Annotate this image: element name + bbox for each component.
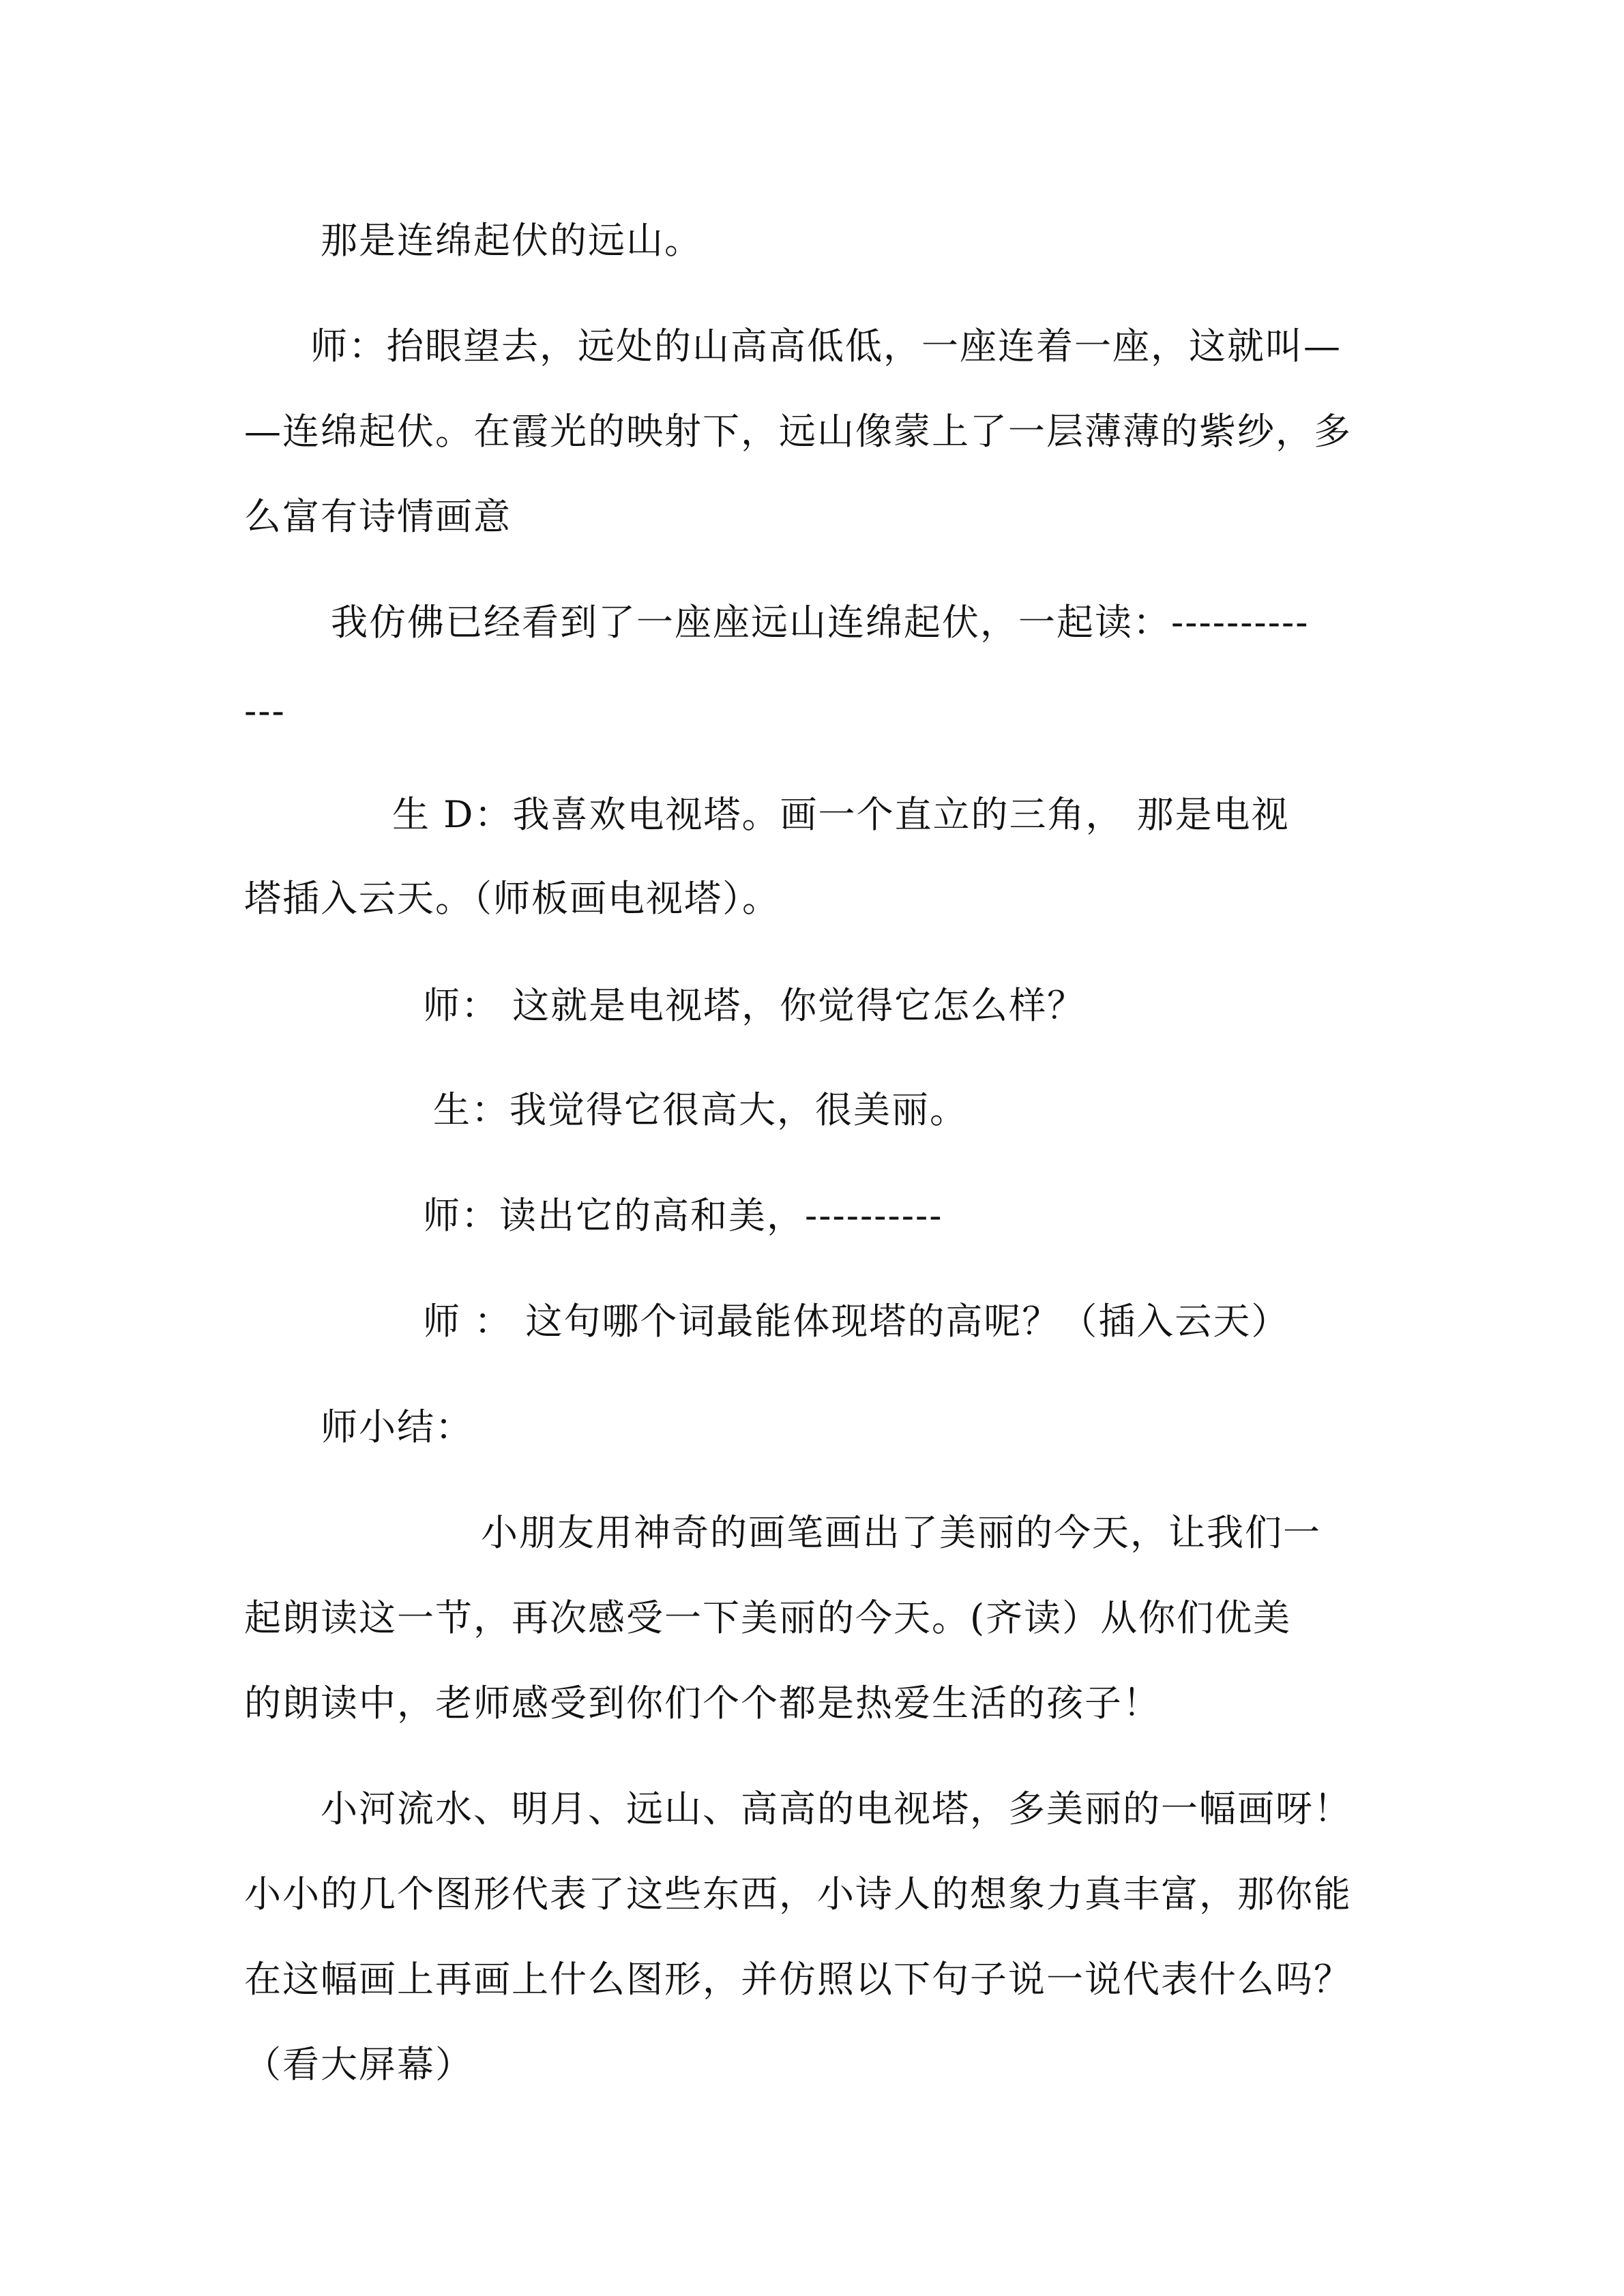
text-line: 师小结： xyxy=(321,1405,473,1448)
text-line: 塔插入云天。（师板画电视塔）。 xyxy=(244,877,780,920)
text-line: 在这幅画上再画上什么图形，并仿照以下句子说一说代表什么吗？ xyxy=(244,1958,1352,2001)
text-line: 小小的几个图形代表了这些东西，小诗人的想象力真丰富，那你能 xyxy=(244,1873,1352,1915)
text-line: 生：我觉得它很高大，很美丽。 xyxy=(433,1088,968,1131)
text-line: 小河流水、明月、远山、高高的电视塔，多美丽的一幅画呀！ xyxy=(321,1787,1352,1830)
text-line: 师： 这就是电视塔，你觉得它怎么样？ xyxy=(423,984,1086,1027)
text-line: 起朗读这一节，再次感受一下美丽的今天。(齐读）从你们优美 xyxy=(244,1596,1292,1639)
text-line: 的朗读中，老师感受到你们个个都是热爱生活的孩子！ xyxy=(244,1682,1161,1725)
text-line: 生 D：我喜欢电视塔。画一个直立的三角， 那是电视 xyxy=(392,793,1290,836)
text-line: 我仿佛已经看到了一座座远山连绵起伏，一起读：---------- xyxy=(331,601,1310,644)
text-line: 师：抬眼望去，远处的山高高低低，一座连着一座，这就叫— xyxy=(310,325,1342,368)
text-line: （看大屏幕） xyxy=(244,2043,473,2086)
text-line: 师 ： 这句哪个词最能体现塔的高呢？（插入云天） xyxy=(423,1300,1290,1343)
text-line: —连绵起伏。在霞光的映射下，远山像蒙上了一层薄薄的紫纱，多 xyxy=(244,410,1352,453)
text-line: --- xyxy=(244,689,286,732)
text-line: 么富有诗情画意 xyxy=(244,495,512,538)
text-line: 师：读出它的高和美，---------- xyxy=(423,1194,943,1237)
text-line: 那是连绵起伏的远山。 xyxy=(321,219,703,262)
text-line: 小朋友用神奇的画笔画出了美丽的今天，让我们一 xyxy=(481,1511,1321,1554)
